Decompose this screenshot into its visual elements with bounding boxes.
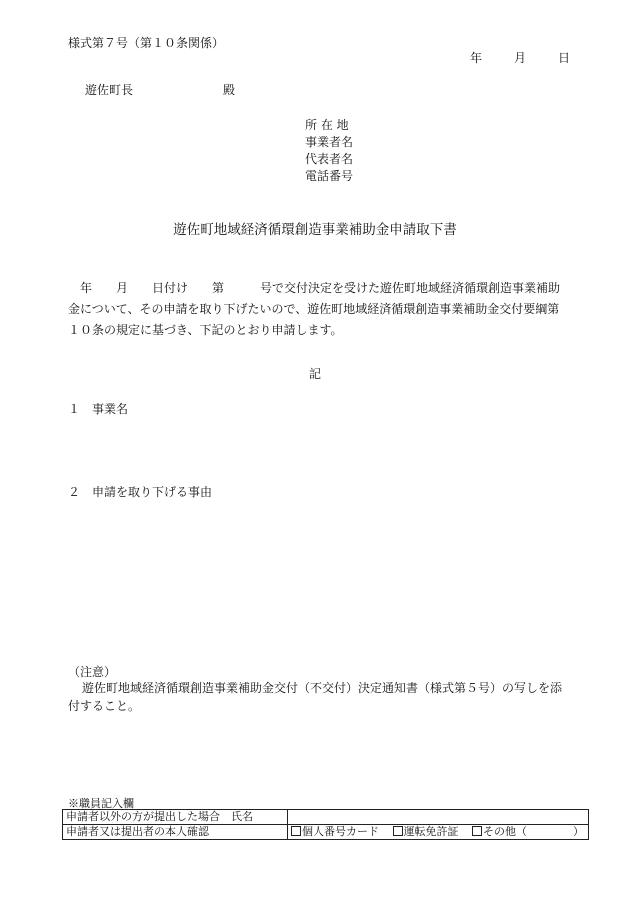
- staff-row-submitter: [63, 810, 589, 825]
- request-body-text: 年 月 日付け 第 号で交付決定を受けた遊佐町地域経済循環創造事業補助金について、その申請を取り下げたいので、遊佐町地域経済循環創造事業補助金交付要綱第１０条の規定に基づき、下記のとおり申請します。: [68, 281, 561, 337]
- applicant-business-name-label: 事業者名: [305, 135, 354, 149]
- staff-section-label: ※職員記入欄: [68, 797, 134, 810]
- checkbox-icon[interactable]: [472, 826, 482, 836]
- note-label: （注意）: [68, 665, 117, 679]
- addressee: [85, 81, 235, 99]
- item-project-name: １ 事業名: [68, 402, 129, 416]
- checkbox-icon[interactable]: [291, 826, 301, 836]
- addressee-name: 遊佐町長: [85, 83, 134, 97]
- form-number: 様式第７号（第１０条関係）: [68, 36, 225, 50]
- item-withdrawal-reason: ２ 申請を取り下げる事由: [68, 485, 213, 499]
- submitter-name-field[interactable]: [288, 810, 589, 825]
- date-year: 年: [470, 51, 483, 65]
- identity-check-label: 申請者又は提出者の本人確認: [63, 825, 288, 840]
- option-mynumber-card[interactable]: 個人番号カード: [291, 825, 379, 838]
- checkbox-icon[interactable]: [393, 826, 403, 836]
- identity-options: [288, 825, 589, 840]
- date-month: 月: [513, 51, 526, 65]
- option-drivers-license[interactable]: 運転免許証: [393, 825, 459, 838]
- applicant-address-label: 所 在 地: [305, 118, 349, 132]
- date-line: [470, 49, 570, 67]
- note-text: 遊佐町地域経済循環創造事業補助金交付（不交付）決定通知書（様式第５号）の写しを添付すること。: [68, 681, 563, 713]
- applicant-phone-label: 電話番号: [305, 169, 354, 183]
- ki-heading: 記: [308, 367, 321, 381]
- staff-row-identity: [63, 825, 589, 840]
- document-title: 遊佐町地域経済循環創造事業補助金申請取下書: [173, 222, 457, 238]
- option-other[interactable]: その他（ ）: [472, 825, 584, 838]
- staff-table: [62, 809, 589, 840]
- submitter-name-label: 申請者以外の方が提出した場合 氏名: [63, 810, 288, 825]
- applicant-representative-label: 代表者名: [305, 152, 354, 166]
- date-day: 日: [557, 51, 570, 65]
- applicant-fields: [305, 116, 353, 184]
- addressee-honorific: 殿: [223, 83, 236, 97]
